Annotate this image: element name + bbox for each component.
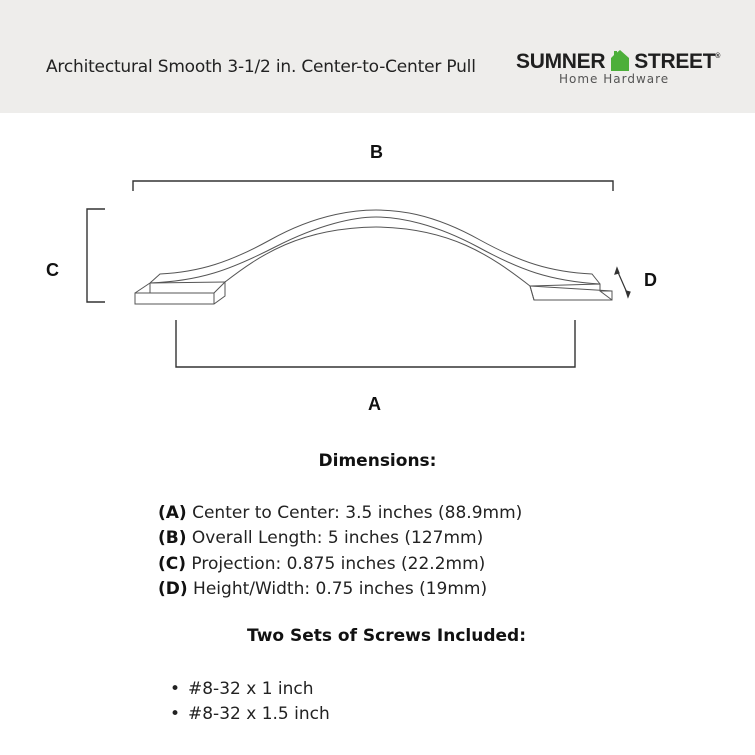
dimension-item-b: (B) Overall Length: 5 inches (127mm) [158,528,484,549]
brand-logo [516,46,726,90]
screws-heading: Two Sets of Screws Included: [246,626,527,646]
screw-item: • #8-32 x 1 inch [170,677,330,702]
registered-mark: ® [715,53,721,60]
logo-tagline: Home Hardware [559,72,670,86]
dimension-a-bracket [176,320,575,367]
screw-item: • #8-32 x 1.5 inch [170,702,330,727]
label-c: C [46,260,59,280]
screws-list [170,677,330,727]
logo-word-street: STREET [634,50,716,73]
dimensions-heading: Dimensions: [318,451,437,471]
logo-word-sumner: SUMNER [516,50,606,73]
label-a: A [368,394,381,414]
pull-dimension-diagram [0,113,755,433]
dimension-item-d: (D) Height/Width: 0.75 inches (19mm) [158,578,488,599]
label-d: D [644,270,657,290]
dimension-d-arrow [615,268,630,297]
house-icon [610,49,630,71]
dimension-b-bracket [133,181,613,191]
dimensions-list [158,501,522,602]
label-b: B [370,142,383,162]
product-title: Architectural Smooth 3-1/2 in. Center-to-Center Pull [46,57,476,77]
header-band [0,0,755,113]
dimension-item-a: (A) Center to Center: 3.5 inches (88.9mm) [158,503,523,523]
dimension-item-c: (C) Projection: 0.875 inches (22.2mm) [158,553,486,574]
dimension-c-bracket [87,209,105,302]
